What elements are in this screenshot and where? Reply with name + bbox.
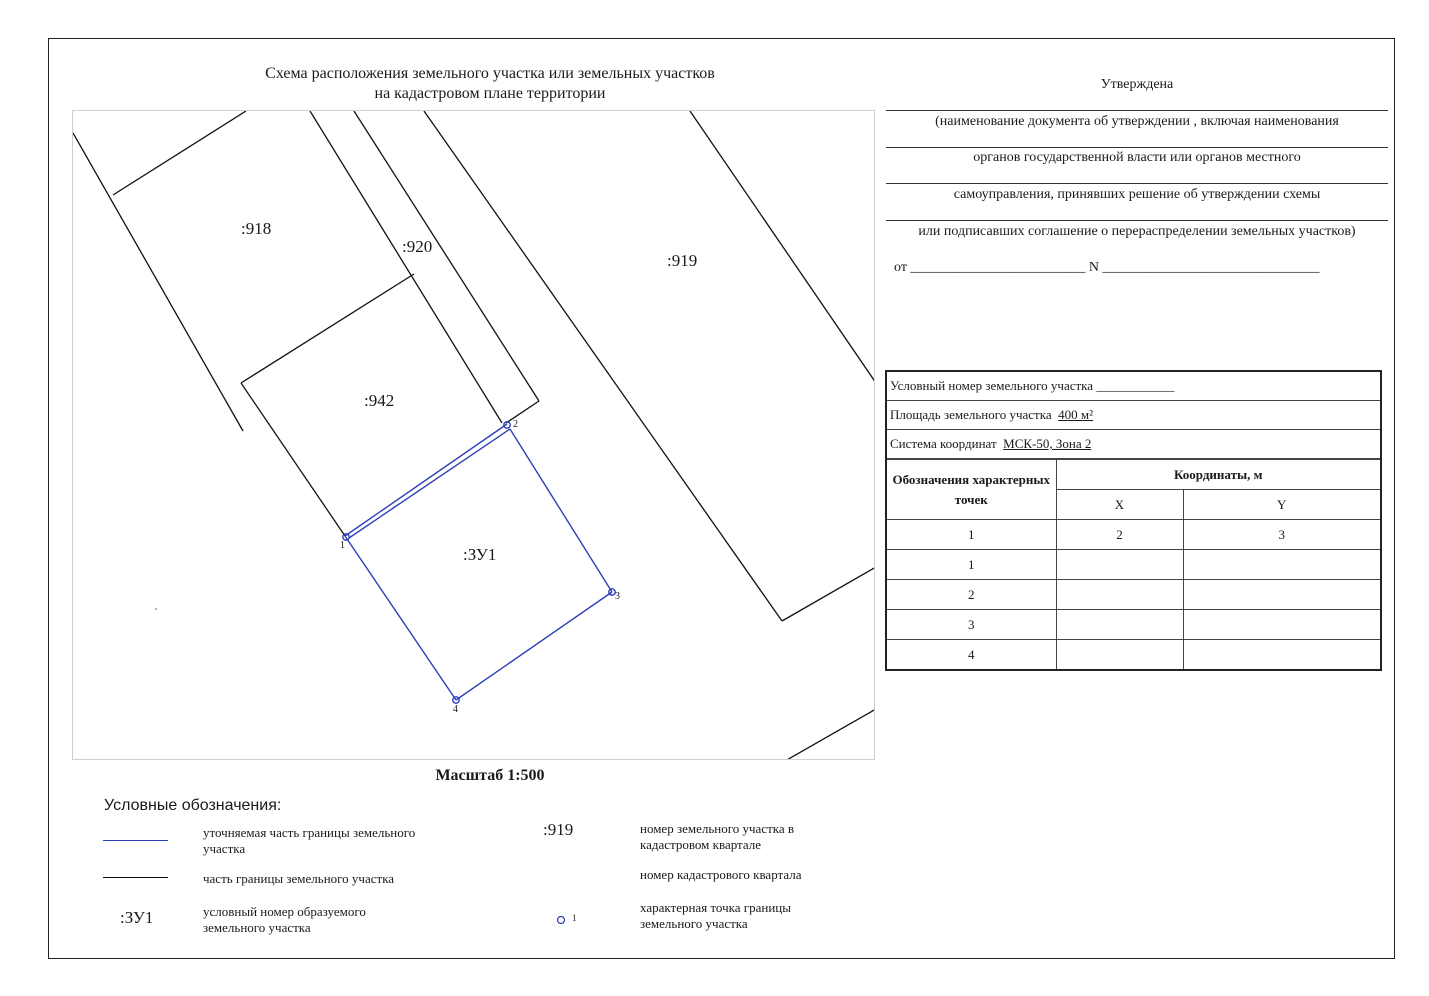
legend-quarter-number-text: номер кадастрового квартала: [640, 867, 802, 882]
legend-point-symbol-label: 1: [572, 913, 577, 923]
parcel-label-zu1: :ЗУ1: [463, 545, 497, 564]
point-label-1: 1: [340, 540, 345, 551]
crs-value: МСК-50, Зона 2: [1003, 436, 1092, 451]
point-id: 3: [887, 610, 1056, 640]
parcel-label-942: :942: [364, 391, 395, 410]
boundary-line: [241, 383, 345, 536]
x-cell: [1056, 610, 1183, 640]
legend-parcel-number-text: номер земельного участка в кадастровом квартале: [640, 821, 795, 852]
legend-boundary-swatch: [103, 877, 168, 878]
table-row: [887, 580, 1380, 610]
boundary-line: [506, 401, 539, 423]
x-cell: [1056, 580, 1183, 610]
boundary-line: [113, 111, 246, 195]
parcel-area-value: 400 м²: [1058, 407, 1094, 422]
y-cell: [1183, 550, 1380, 580]
cadastral-map: [72, 110, 875, 760]
legend-new-parcel-text: условный номер образуемого земельного участка: [203, 904, 366, 935]
y-cell: [1183, 640, 1380, 670]
points-column-header: Обозначения характерных точек: [887, 460, 1056, 520]
column-number: 2: [1056, 520, 1183, 550]
table-row: [887, 550, 1380, 580]
y-column-header: Y: [1183, 490, 1380, 520]
refined-boundary-line: [345, 424, 507, 536]
approval-rule: [886, 183, 1388, 184]
boundary-line: [310, 111, 502, 423]
legend-parcel-number-symbol: :919: [543, 820, 574, 839]
approval-line-3: самоуправления, принявших решение об утверждении схемы: [953, 187, 1321, 202]
legend-boundary-text: часть границы земельного участка: [203, 871, 395, 886]
y-cell: [1183, 610, 1380, 640]
approval-heading: Утверждена: [1100, 77, 1174, 92]
refined-boundary-line: [510, 429, 612, 592]
refined-boundary-line: [345, 536, 456, 700]
x-cell: [1056, 550, 1183, 580]
legend-point-marker-icon: [554, 913, 568, 927]
parcel-label-920: :920: [402, 237, 433, 256]
approval-rule: [886, 220, 1388, 221]
legend-new-parcel-symbol: :ЗУ1: [120, 908, 154, 927]
crs-label: Система координат: [890, 436, 997, 451]
legend-refined-boundary-text: уточняемая часть границы земельного участка: [203, 825, 416, 856]
point-id: 4: [887, 640, 1056, 670]
point-label-3: 3: [615, 591, 620, 602]
parcel-area-label: Площадь земельного участка: [890, 407, 1052, 422]
legend-title: Условные обозначения:: [104, 797, 282, 814]
approval-line-1: (наименование документа об утверждении , включая наименования: [935, 114, 1339, 129]
parcel-number-value: ____________: [1096, 378, 1175, 393]
parcel-label-918: :918: [241, 219, 272, 238]
scale-label: Масштаб 1:500: [435, 767, 545, 784]
refined-boundary-line: [349, 429, 510, 538]
boundary-line: [690, 111, 875, 383]
parcel-number-row: [887, 372, 1380, 401]
table-row: [887, 610, 1380, 640]
stray-dot: [155, 608, 157, 610]
coords-column-header: Координаты, м: [1056, 460, 1380, 490]
refined-boundary-line: [456, 592, 612, 700]
point-id: 1: [887, 550, 1056, 580]
crs-row: [887, 430, 1380, 459]
scheme-title-line2: на кадастровом плане территории: [374, 85, 606, 102]
boundary-line: [241, 274, 414, 383]
map-drawing: [73, 111, 875, 760]
table-row: [887, 640, 1380, 670]
approval-from-line: от _________________________ N _______________________________: [894, 260, 1320, 275]
approval-line-4: или подписавших соглашение о перераспределении земельных участков): [918, 224, 1356, 239]
column-number: 1: [887, 520, 1056, 550]
coordinates-table: [887, 459, 1380, 669]
approval-rule: [886, 147, 1388, 148]
x-column-header: X: [1056, 490, 1183, 520]
y-cell: [1183, 580, 1380, 610]
parcel-area-row: [887, 401, 1380, 430]
parcel-number-label: Условный номер земельного участка: [890, 378, 1094, 393]
boundary-line: [785, 709, 875, 760]
scheme-title-line1: Схема расположения земельного участка или земельных участков: [265, 65, 715, 82]
boundary-line: [354, 111, 539, 401]
legend-point-text: характерная точка границы земельного участка: [640, 900, 791, 931]
x-cell: [1056, 640, 1183, 670]
column-number: 3: [1183, 520, 1380, 550]
parcel-label-919: :919: [667, 251, 698, 270]
boundary-line: [782, 567, 875, 621]
approval-rule: [886, 110, 1388, 111]
point-label-4: 4: [453, 704, 458, 715]
point-id: 2: [887, 580, 1056, 610]
parcel-info-table: [885, 370, 1382, 671]
boundary-line: [73, 133, 243, 431]
legend-refined-boundary-swatch: [103, 840, 168, 841]
point-label-2: 2: [513, 419, 518, 430]
approval-line-2: органов государственной власти или органов местного: [973, 150, 1301, 165]
scheme-title: [180, 64, 800, 104]
